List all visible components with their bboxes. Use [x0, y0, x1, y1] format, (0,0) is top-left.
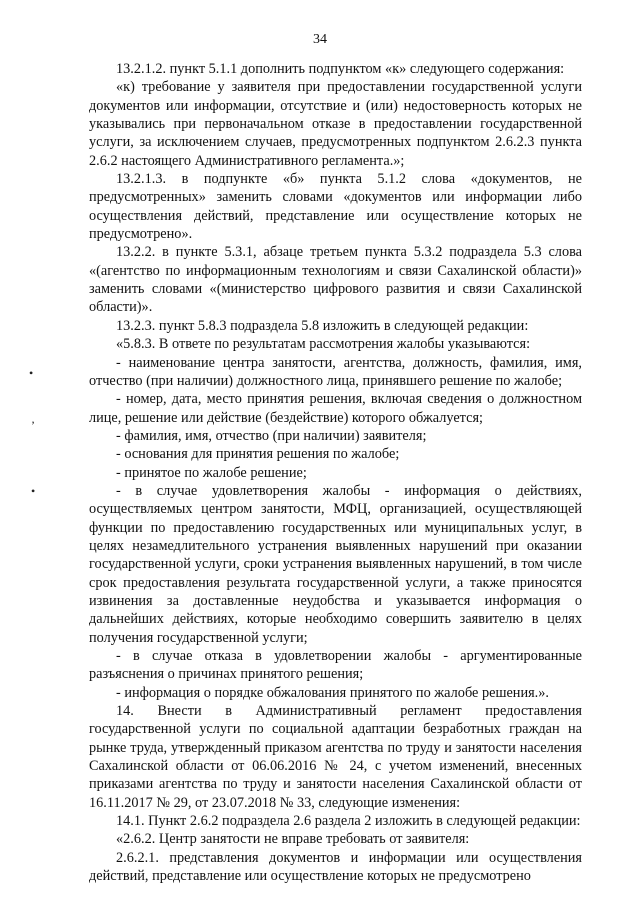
page-number: 34 [313, 32, 327, 47]
paragraph: 13.2.2. в пункте 5.3.1, абзаце третьем пункта 5.3.2 подраздела 5.3 слова «(агентство по информационным технологиям и связи Сахалинской области)» заменить словами «(министерство цифрового развития и связи Сахалинской области)». [89, 244, 582, 316]
margin-mark: • [29, 366, 34, 380]
paragraph: - в случае удовлетворения жалобы - информация о действиях, осуществляемых центром занятости, МФЦ, организацией, осуществляющей функции по предоставлению государственных или муниципальных услуг, в целях незамедлительного устранения выявленных нарушений при оказании государственной услуги, сроки устранения выявленных нарушений, в том числе срок предоставления результата государственной услуги, а также приносятся извинения за доставленные неудобства и указывается информация о дальнейших действиях, которые необходимо совершить заявителю в целях получения государственной услуги; [89, 482, 582, 646]
paragraph: «5.8.3. В ответе по результатам рассмотрения жалобы указываются: [116, 336, 531, 353]
margin-mark: ’ [31, 418, 35, 432]
paragraph: - фамилия, имя, отчество (при наличии) заявителя; [116, 427, 427, 444]
paragraph: - наименование центра занятости, агентства, должность, фамилия, имя, отчество (при наличии) должностного лица, принявшего решение по жалобе; [89, 354, 582, 389]
paragraph: «к) требование у заявителя при предоставлении государственной услуги документов или информации, отсутствие и (или) недостоверность которых не указывались при первоначальном отказе в предоставлении государственной услуги, за исключением случаев, предусмотренных подпунктом 2.6.2.3 пункта 2.6.2 настоящего Административного регламента.»; [89, 79, 582, 169]
paragraph: - принятое по жалобе решение; [116, 464, 307, 481]
paragraph: - номер, дата, место принятия решения, включая сведения о должностном лице, решение или действие (бездействие) которого обжалуется; [89, 391, 582, 426]
paragraph: 14.1. Пункт 2.6.2 подраздела 2.6 раздела 2 изложить в следующей редакции: [116, 813, 581, 830]
paragraph: 14. Внести в Административный регламент предоставления государственной услуги по социальной адаптации безработных граждан на рынке труда, утвержденный приказом агентства по труду и занятости населения Сахалинской области от 06.06.2016 № 24, с учетом изменений, внесенных приказами агентства по труду и занятости населения Сахалинской области от 16.11.2017 № 29, от 23.07.2018 № 33, следующие изменения: [89, 703, 582, 811]
paragraph: 13.2.1.3. в подпункте «б» пункта 5.1.2 слова «документов, не предусмотренных» заменить словами «документов или информации либо осуществления действий, представление или осуществление которых не предусмотрено». [89, 171, 582, 243]
paragraph: - основания для принятия решения по жалобе; [116, 446, 400, 463]
document-body [89, 60, 582, 885]
paragraph: «2.6.2. Центр занятости не вправе требовать от заявителя: [116, 831, 470, 848]
paragraph: 13.2.1.2. пункт 5.1.1 дополнить подпунктом «к» следующего содержания: [116, 61, 565, 77]
paragraph: 13.2.3. пункт 5.8.3 подраздела 5.8 изложить в следующей редакции: [116, 317, 529, 334]
paragraph: 2.6.2.1. представления документов и информации или осуществления действий, представление или осуществление которых не предусмотрено [89, 849, 582, 885]
margin-mark: • [31, 484, 36, 498]
paragraph: - в случае отказа в удовлетворении жалобы - аргументированные разъяснения о причинах принятого решения; [89, 648, 582, 683]
paragraph: - информация о порядке обжалования принятого по жалобе решения.». [116, 684, 549, 701]
